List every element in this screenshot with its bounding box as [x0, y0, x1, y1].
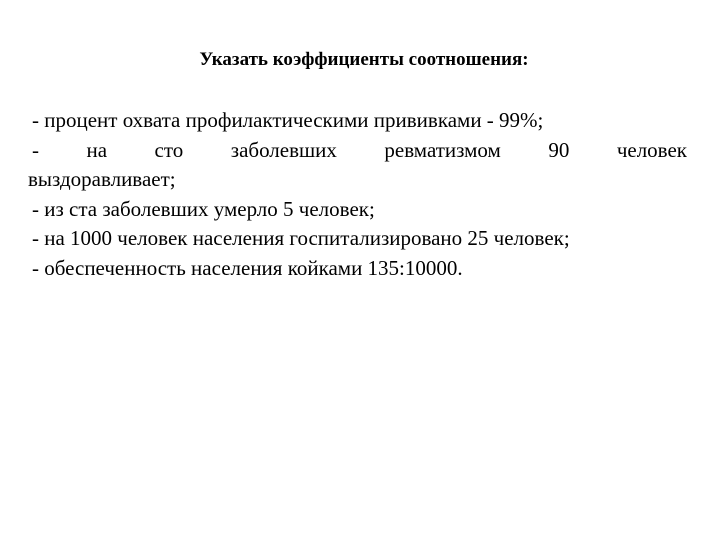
list-item-rheumatism-recovery — [28, 136, 687, 195]
slide-content — [28, 106, 687, 283]
list-item-mortality: - из ста заболевших умерло 5 человек; — [32, 196, 375, 221]
slide-title: Указать коэффициенты соотношения: — [199, 49, 529, 70]
list-item-bed-provision: - обеспеченность населения койками 135:10000. — [32, 255, 463, 280]
list-item-hospitalization: - на 1000 человек населения госпитализировано 25 человек; — [32, 226, 570, 250]
list-item-rheumatism-recovery-line-1: - на сто заболевших ревматизмом 90 человек — [32, 137, 687, 162]
list-item-rheumatism-recovery-line-2: выздоравливает; — [28, 167, 176, 191]
list-item-vaccination-coverage: - процент охвата профилактическими прививками - 99%; — [32, 108, 544, 132]
